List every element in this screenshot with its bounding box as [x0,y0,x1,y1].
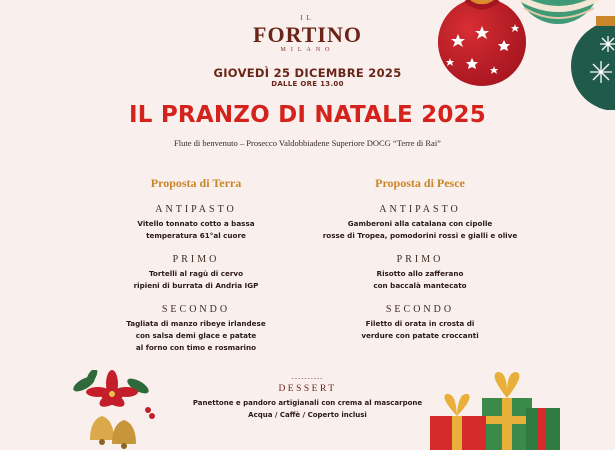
dessert-section [0,376,615,421]
dish-description: Tagliata di manzo ribeye irlandese con salsa demi glace e patate al forno con timo e rosmarino [126,319,266,352]
menu-terra-secondo [96,304,296,354]
logo-sub-text: MILANO [280,47,335,53]
menu-terra-primo [96,254,296,304]
menu-pesce-antipasto [320,204,520,254]
section-label: SECONDO [385,304,455,315]
dessert-description: Panettone e pandoro artigianali con crema al mascarpone Acqua / Caffè / Coperto inclusi [192,399,423,419]
menu-terra-title: Proposta di Terra [150,176,242,190]
dish-description: Vitello tonnato cotto a bassa temperatura 61°al cuore [137,219,255,240]
menu-pesce-secondo [320,304,520,354]
menu-pesce-primo [320,254,520,304]
dish-description: Risotto allo zafferano con baccalà mantecato [373,269,467,290]
welcome-drink: Flute di benvenuto – Prosecco Valdobbiadene Superiore DOCG “Terre di Rai” [174,138,441,148]
page-title: IL PRANZO DI NATALE 2025 [129,102,486,128]
dessert-label: DESSERT [278,384,337,394]
event-date: GIOVEDÌ 25 DICEMBRE 2025 [213,66,402,80]
section-label: ANTIPASTO [379,204,461,215]
menu-terra-antipasto [96,204,296,254]
divider-dots: ---------- [291,375,324,382]
menu-pesce-title: Proposta di Pesce [375,176,465,190]
section-label: PRIMO [172,254,220,265]
logo-top-text: IL [300,14,315,22]
section-label: PRIMO [396,254,444,265]
logo: FORTINO [253,22,362,47]
section-label: ANTIPASTO [155,204,237,215]
menu-pesce-column [320,176,520,354]
section-label: SECONDO [161,304,231,315]
dish-description: Tortelli al ragù di cervo ripieni di burrata di Andria IGP [133,269,259,290]
dish-description: Gamberoni alla catalana con cipolle rosse di Tropea, pomodorini rossi e gialli e olive [322,219,518,240]
dish-description: Filetto di orata in crosta di verdure con patate croccanti [361,319,479,340]
menu-terra-column [96,176,296,354]
event-time: DALLE ORE 13.00 [271,80,344,88]
